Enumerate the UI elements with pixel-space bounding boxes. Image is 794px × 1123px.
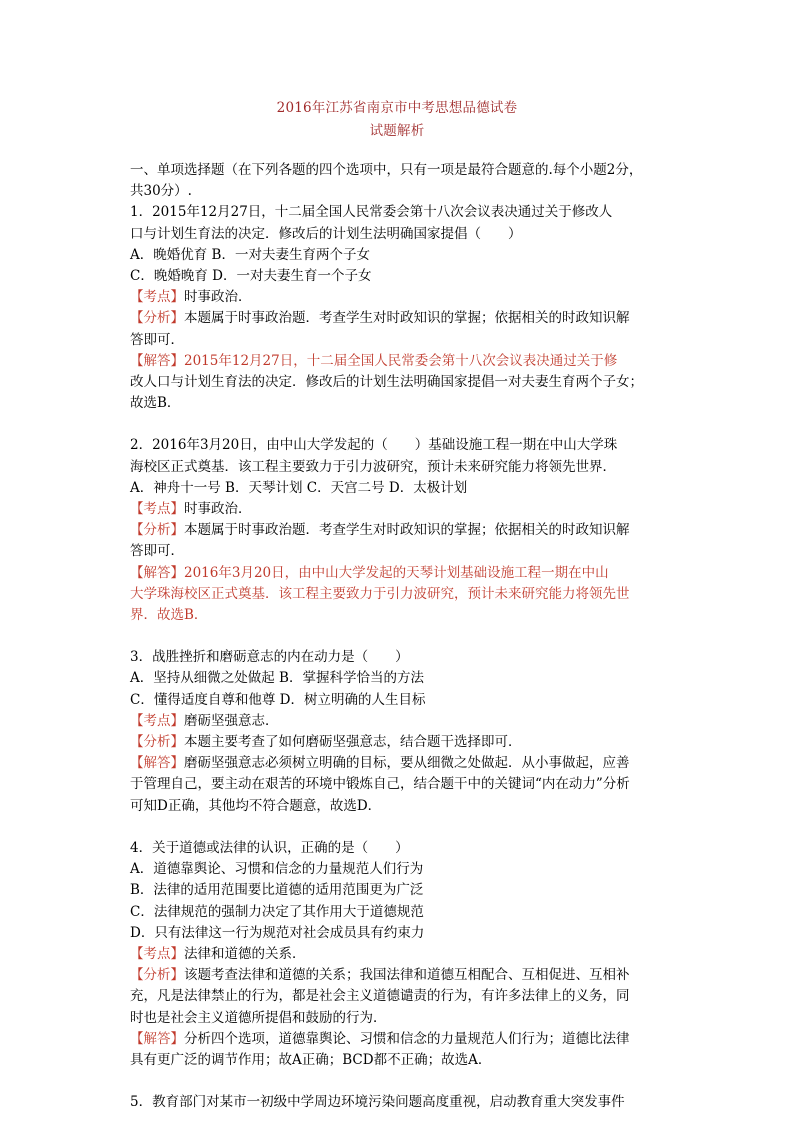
fenxi-line <box>130 965 660 986</box>
kaodian-line <box>130 944 660 965</box>
jieda-text: 2016年3月20日，由中山大学发起的天琴计划基础设施工程一期在中山 <box>184 564 609 581</box>
question-stem-line: 4．关于道德或法律的认识，正确的是（ ） <box>130 839 409 856</box>
fenxi-line: 答即可． <box>130 331 184 348</box>
kaodian-label: 【考点】 <box>130 945 184 962</box>
document-body <box>130 160 660 1113</box>
question-stem-line: 海校区正式奠基．该工程主要致力于引力波研究，预计未来研究能力将领先世界． <box>130 458 616 475</box>
jieda-text: 2015年12月27日，十二届全国人民常委会第十八次会议表决通过关于修 <box>184 352 618 369</box>
fenxi-text: 本题属于时事政治题．考查学生对时政知识的掌握；依据相关的时政知识解 <box>184 522 630 539</box>
question-option-line: A．神舟十一号 B．天琴计划 C．天宫二号 D．太极计划 <box>130 479 468 496</box>
jieda-line: 可知D正确，其他均不符合题意，故选D． <box>130 797 382 814</box>
question-option-line: B．法律的适用范围要比道德的适用范围更为广泛 <box>130 882 424 899</box>
question-1 <box>130 202 660 414</box>
document-title: 2016年江苏省南京市中考思想品德试卷 <box>276 100 518 116</box>
fenxi-text: 该题考查法律和道德的关系；我国法律和道德互相配合、互相促进、互相补 <box>184 967 630 984</box>
jieda-line: 大学珠海校区正式奠基．该工程主要致力于引力波研究，预计未来研究能力将领先世 <box>130 585 630 602</box>
jieda-line: 界．故选B． <box>130 607 208 624</box>
jieda-line: 具有更广泛的调节作用；故A正确；BCD都不正确；故选A． <box>130 1051 492 1068</box>
kaodian-line <box>130 499 660 520</box>
fenxi-label: 【分析】 <box>130 310 184 327</box>
question-option-line: C．晚婚晚育 D．一对夫妻生育一个子女 <box>130 268 372 285</box>
jieda-line <box>130 563 660 584</box>
fenxi-label: 【分析】 <box>130 734 184 751</box>
jieda-label: 【解答】 <box>130 352 184 369</box>
jieda-label: 【解答】 <box>130 755 184 772</box>
question-stem-line: 1．2015年12月27日，十二届全国人民常委会第十八次会议表决通过关于修改人 <box>130 204 613 221</box>
kaodian-text: 法律和道德的关系． <box>184 945 306 962</box>
kaodian-text: 时事政治． <box>184 501 252 518</box>
document-subtitle: 试题解析 <box>369 123 425 139</box>
question-option-line: A．坚持从细微之处做起 B．掌握科学恰当的方法 <box>130 670 424 687</box>
section-heading-line: 共30分）. <box>130 183 192 200</box>
fenxi-label: 【分析】 <box>130 967 184 984</box>
question-option-line: C．法律规范的强制力决定了其作用大于道德规范 <box>130 903 424 920</box>
kaodian-line <box>130 711 660 732</box>
question-option-line: C．懂得适度自尊和他尊 D．树立明确的人生目标 <box>130 691 426 708</box>
question-option-line: D．只有法律这一行为规范对社会成员具有约束力 <box>130 924 425 941</box>
fenxi-line <box>130 732 660 753</box>
question-stem-line: 2．2016年3月20日，由中山大学发起的（ ）基础设施工程一期在中山大学珠 <box>130 437 618 454</box>
fenxi-line: 充，凡是法律禁止的行为，都是社会主义道德谴责的行为，有许多法律上的义务，同 <box>130 988 630 1005</box>
kaodian-text: 磨砺坚强意志． <box>184 712 279 729</box>
fenxi-line: 答即可． <box>130 543 184 560</box>
kaodian-label: 【考点】 <box>130 289 184 306</box>
question-2 <box>130 435 660 626</box>
question-5-stem-line: 5．教育部门对某市一初级中学周边环境污染问题高度重视，启动教育重大突发事件 <box>130 1094 625 1111</box>
fenxi-line <box>130 308 660 329</box>
question-option-line: A．道德靠舆论、习惯和信念的力量规范人们行为 <box>130 861 424 878</box>
kaodian-line <box>130 287 660 308</box>
question-4 <box>130 838 660 1071</box>
fenxi-text: 本题属于时事政治题．考查学生对时政知识的掌握；依据相关的时政知识解 <box>184 310 630 327</box>
section-heading-line: 一、单项选择题（在下列各题的四个选项中，只有一项是最符合题意的.每个小题2分， <box>130 162 643 178</box>
jieda-line: 于管理自己，要主动在艰苦的环境中锻炼自己，结合题干中的关键词“内在动力”分析 <box>130 776 630 793</box>
jieda-text: 分析四个选项，道德靠舆论、习惯和信念的力量规范人们行为；道德比法律 <box>184 1030 630 1047</box>
question-stem-line: 3．战胜挫折和磨砺意志的内在动力是（ ） <box>130 649 409 666</box>
jieda-line <box>130 1029 660 1050</box>
fenxi-line <box>130 520 660 541</box>
fenxi-line: 时也是社会主义道德所提倡和鼓励的行为． <box>130 1009 387 1026</box>
kaodian-label: 【考点】 <box>130 712 184 729</box>
jieda-label: 【解答】 <box>130 564 184 581</box>
jieda-line <box>130 351 660 372</box>
question-stem-line: 口与计划生育法的决定．修改后的计划生法明确国家提倡（ ） <box>130 225 522 242</box>
question-option-line: A．晚婚优育 B．一对夫妻生育两个子女 <box>130 246 370 263</box>
kaodian-label: 【考点】 <box>130 501 184 518</box>
kaodian-text: 时事政治． <box>184 289 252 306</box>
fenxi-text: 本题主要考查了如何磨砺坚强意志，结合题干选择即可． <box>184 734 522 751</box>
jieda-text: 磨砺坚强意志必须树立明确的目标，要从细微之处做起．从小事做起，应善 <box>184 755 630 772</box>
jieda-label: 【解答】 <box>130 1030 184 1047</box>
question-3 <box>130 647 660 817</box>
jieda-line <box>130 753 660 774</box>
fenxi-label: 【分析】 <box>130 522 184 539</box>
jieda-line: 故选B． <box>130 395 181 412</box>
jieda-line: 改人口与计划生育法的决定．修改后的计划生法明确国家提倡一对夫妻生育两个子女； <box>130 374 643 391</box>
